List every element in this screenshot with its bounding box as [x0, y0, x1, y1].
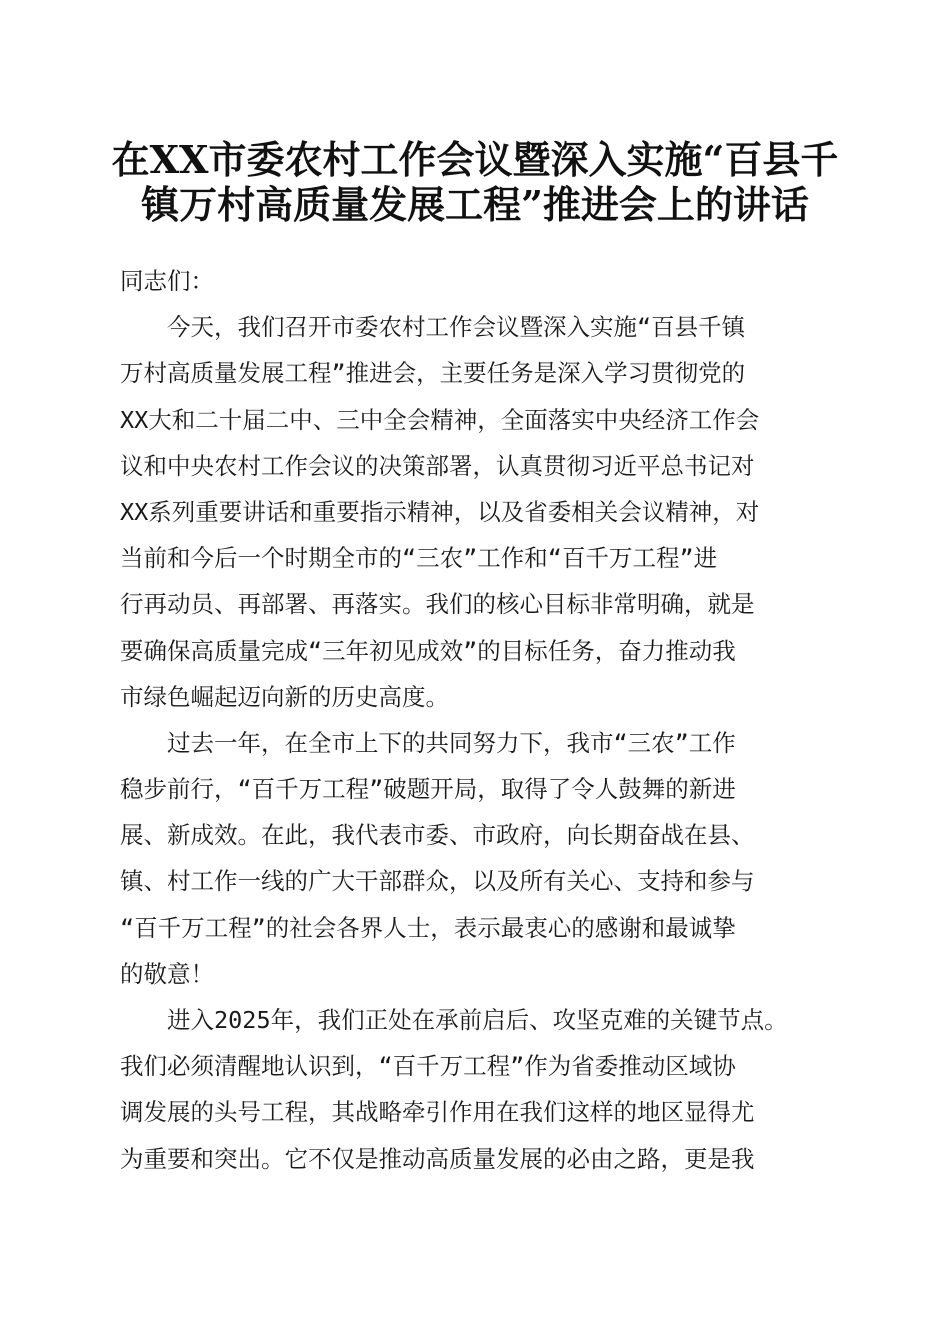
paragraph-line: 要确保高质量完成“三年初见成效”的目标任务，奋力推动我: [120, 636, 736, 665]
document-body: [120, 258, 840, 1182]
paragraph-line: “百千万工程”的社会各界人士，表示最衷心的感谢和最诚挚: [120, 913, 736, 942]
paragraph-line: XX大和二十届二中、三中全会精神，全面落实中央经济工作会: [120, 405, 760, 434]
paragraph-line: 调发展的头号工程，其战略牵引作用在我们这样的地区显得尤: [120, 1098, 755, 1127]
paragraph-line: 为重要和突出。它不仅是推动高质量发展的必由之路，更是我: [120, 1144, 755, 1173]
paragraph-line: XX系列重要讲话和重要指示精神，以及省委相关会议精神，对: [120, 497, 760, 526]
paragraph-line: 今天，我们召开市委农村工作会议暨深入实施“百县千镇: [167, 313, 746, 342]
paragraph-line: 议和中央农村工作会议的决策部署，认真贯彻习近平总书记对: [120, 451, 755, 480]
paragraph: [120, 997, 840, 1182]
paragraph-line: 我们必须清醒地认识到，“百千万工程”作为省委推动区域协: [120, 1052, 736, 1081]
paragraph: [120, 720, 840, 997]
paragraph-line: 镇、村工作一线的广大干部群众，以及所有关心、支持和参与: [120, 867, 755, 896]
salutation: 同志们：: [120, 267, 214, 295]
paragraph-line: 过去一年，在全市上下的共同努力下，我市“三农”工作: [167, 728, 736, 757]
paragraph: [120, 304, 840, 720]
paragraph-line: 市绿色崛起迈向新的历史高度。: [120, 682, 449, 711]
document-title: [100, 137, 850, 227]
title-line: 在XX市委农村工作会议暨深入实施“百县千: [111, 137, 839, 182]
paragraph-line: 稳步前行，“百千万工程”破题开局，取得了令人鼓舞的新进: [120, 775, 736, 804]
paragraph-line: 万村高质量发展工程”推进会，主要任务是深入学习贯彻党的: [120, 359, 746, 388]
paragraph-line: 进入2025年，我们正处在承前启后、攻坚克难的关键节点。: [167, 1006, 788, 1034]
paragraph-line: 当前和今后一个时期全市的“三农”工作和“百千万工程”进: [120, 544, 718, 573]
paragraph-line: 行再动员、再部署、再落实。我们的核心目标非常明确，就是: [120, 590, 755, 619]
paragraph-line: 展、新成效。在此，我代表市委、市政府，向长期奋战在县、: [120, 821, 755, 850]
paragraph-line: 的敬意！: [120, 959, 214, 988]
title-line: 镇万村高质量发展工程”推进会上的讲话: [141, 182, 809, 227]
